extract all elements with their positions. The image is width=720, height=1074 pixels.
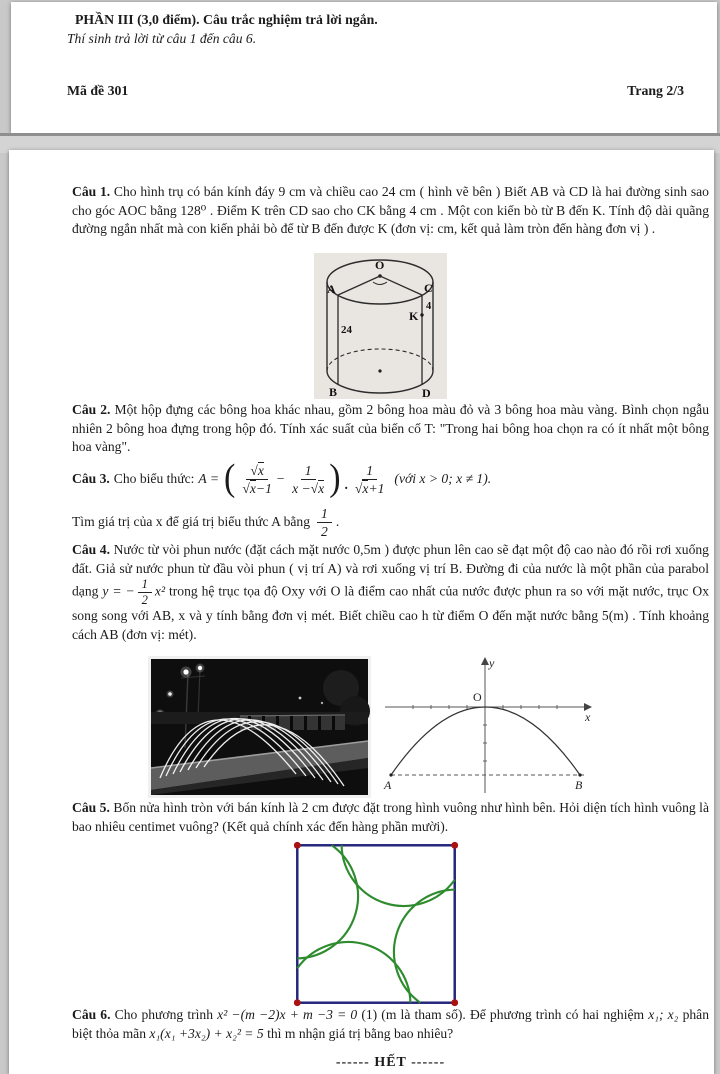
point-A-dot: [389, 773, 392, 776]
fountain-photo-svg: [148, 656, 371, 798]
question-6-cont: phân biệt thỏa mãn: [72, 1007, 709, 1041]
section-title: PHẦN III (3,0 điểm). Câu trắc nghiệm trả lời ngắn.: [75, 12, 378, 27]
equation-1: x² −(m −2)x + m −3 = 0: [217, 1007, 358, 1022]
street-lamp: [168, 692, 172, 696]
question-6-label: Câu 6.: [72, 1007, 111, 1022]
numerator: 1: [317, 506, 332, 523]
domain-condition: (với x > 0; x ≠ 1).: [394, 470, 492, 486]
fountain-photo: [148, 656, 371, 798]
fraction-half-inline: [138, 578, 152, 607]
denominator: 2: [141, 593, 148, 608]
label-B: B: [329, 385, 338, 399]
question-3-task-text: Tìm giá trị của x để giá trị biểu thức A bằng: [72, 513, 311, 529]
sqrt-sign: √: [242, 480, 250, 496]
distant-light: [299, 697, 302, 700]
question-6-pre: Cho phương trình: [114, 1007, 214, 1022]
question-3-formula: [72, 453, 709, 505]
label-A: A: [327, 282, 336, 296]
question-6-note: (1) (m là tham số). Để phương trình có hai nghiệm: [361, 1007, 645, 1022]
expression-lhs: A =: [198, 470, 220, 486]
bottom-center-dot: [378, 369, 381, 372]
label-y: y: [489, 656, 495, 670]
label-x: x: [585, 710, 591, 724]
point-K-dot: [420, 313, 423, 316]
label-O: O: [473, 690, 482, 704]
question-3-label: Câu 3.: [72, 470, 110, 486]
den-pre: x −: [292, 480, 311, 496]
paren-close: ): [329, 457, 341, 500]
label-O: O: [375, 258, 385, 272]
sqrt-sign: √: [310, 480, 319, 496]
den-rest: −1: [255, 480, 272, 496]
den-rest: +1: [368, 480, 385, 496]
roots-x1-x2: x₁; x₂: [648, 1007, 679, 1022]
exam-page: [9, 150, 714, 1074]
figure-background: [294, 842, 458, 1006]
label-C: C: [424, 281, 433, 295]
section-instruction: Thí sinh trả lời từ câu 1 đến câu 6.: [67, 31, 257, 46]
exam-code: Mã đề 301: [67, 83, 129, 98]
label-A: A: [384, 778, 392, 792]
question-4: [72, 541, 709, 644]
multiply-dot: .: [344, 477, 348, 493]
parabola-formula-pre: y = −: [102, 583, 135, 599]
question-1: [72, 183, 709, 239]
numerator: 1: [138, 578, 152, 593]
minus-sign: −: [275, 470, 286, 486]
question-4-label: Câu 4.: [72, 542, 110, 557]
question-1-text: Cho hình trụ có bán kính đáy 9 cm và chiều cao 24 cm ( hình vẽ bên ) Biết AB và CD là hai đường sinh sao cho góc AOC bằng 128⁰ . Điểm K trên CD sao cho CK bằng 4 cm . Một con kiến bò từ B đến K. Tính độ dài quãng đường ngắn nhất mà con kiến phải bò để từ B đến được K (đơn vị: cm, kết quả làm tròn đến hàng đơn vị ) .: [72, 184, 709, 237]
question-6: [72, 1006, 709, 1043]
paren-open: (: [224, 457, 236, 500]
parabola-graph: [379, 651, 603, 797]
parabola-graph-svg: [379, 651, 603, 797]
page-number: Trang 2/3: [627, 83, 684, 98]
question-6-post: thì m nhận giá trị bằng bao nhiêu?: [267, 1025, 454, 1041]
label-K: K: [409, 309, 419, 323]
question-2-label: Câu 2.: [72, 402, 111, 417]
question-4-text-a: Nước từ vòi phun nước (đặt cách mặt nước 0,5m ) được phun lên cao sẽ đạt một độ cao nào đó rồi rơi xuống đất. Giả sử nước phun từ đầu vòi phun ( vị trí A) và rơi xuống vị trí B. Đường đi của nước là một phần của parabol dạng: [72, 542, 709, 599]
denominator: 2: [321, 523, 328, 539]
radicand: x: [257, 462, 264, 478]
radicand: x: [249, 480, 256, 496]
question-3-task: [72, 502, 709, 542]
cylinder-svg: [314, 253, 447, 399]
parabola-formula-post: x²: [154, 583, 166, 599]
distant-light: [321, 702, 323, 704]
square-semicircles-figure: [294, 841, 458, 1007]
label-B: B: [575, 778, 583, 792]
label-height-24: 24: [341, 324, 352, 336]
question-1-label: Câu 1.: [72, 184, 111, 199]
label-D: D: [422, 386, 431, 399]
point-B-dot: [578, 773, 581, 776]
question-5-label: Câu 5.: [72, 800, 110, 815]
street-lamp: [183, 669, 188, 674]
question-4-text-b: trong hệ trục tọa độ Oxy với O là điểm cao nhất của nước được phun ra so với mặt nước, trục Ox song song với AB, x và y tính bằng đơn vị mét. Biết chiều cao h từ điểm O đến mặt nước bằng 5(m) . Tính khoảng cách AB (đơn vị: mét).: [72, 583, 710, 642]
equation-2: x₁(x₁ +3x₂) + x₂² = 5: [149, 1025, 264, 1041]
question-3-intro: Cho biểu thức:: [113, 470, 195, 486]
radicand: x: [318, 480, 325, 496]
numerator: 1: [362, 463, 377, 480]
fraction-3: [355, 463, 385, 496]
page-top-card: [11, 2, 717, 133]
street-lamp: [198, 666, 202, 670]
label-CK-4: 4: [426, 301, 432, 312]
fraction-2: [292, 463, 324, 496]
question-5: [72, 799, 709, 836]
fraction-half: [317, 506, 332, 539]
fraction-1: [242, 463, 272, 496]
sentence-period: .: [335, 513, 340, 529]
numerator: 1: [301, 463, 316, 480]
end-of-exam-mark: ------ HẾT ------: [335, 1055, 446, 1070]
radicand: x: [362, 480, 369, 496]
question-2: [72, 401, 709, 457]
cylinder-figure: [314, 253, 447, 399]
square-semicircles-svg: [294, 841, 458, 1007]
question-2-text: Một hộp đựng các bông hoa khác nhau, gồm 2 bông hoa màu đỏ và 3 bông hoa màu vàng. Bình chọn ngẫu nhiên 2 bông hoa đựng trong hộp đó. Tính xác suất của biến cố T: "Trong hai bông hoa chọn ra có ít nhất một bông hoa vàng".: [72, 402, 709, 455]
sqrt-sign: √: [354, 480, 363, 496]
question-5-text: Bốn nửa hình tròn với bán kính là 2 cm được đặt trong hình vuông như hình bên. Hỏi diện tích hình vuông là bao nhiêu centimet vuông? (Kết quả chính xác đến hàng phần mười).: [72, 800, 709, 834]
sqrt-sign: √: [250, 462, 258, 478]
